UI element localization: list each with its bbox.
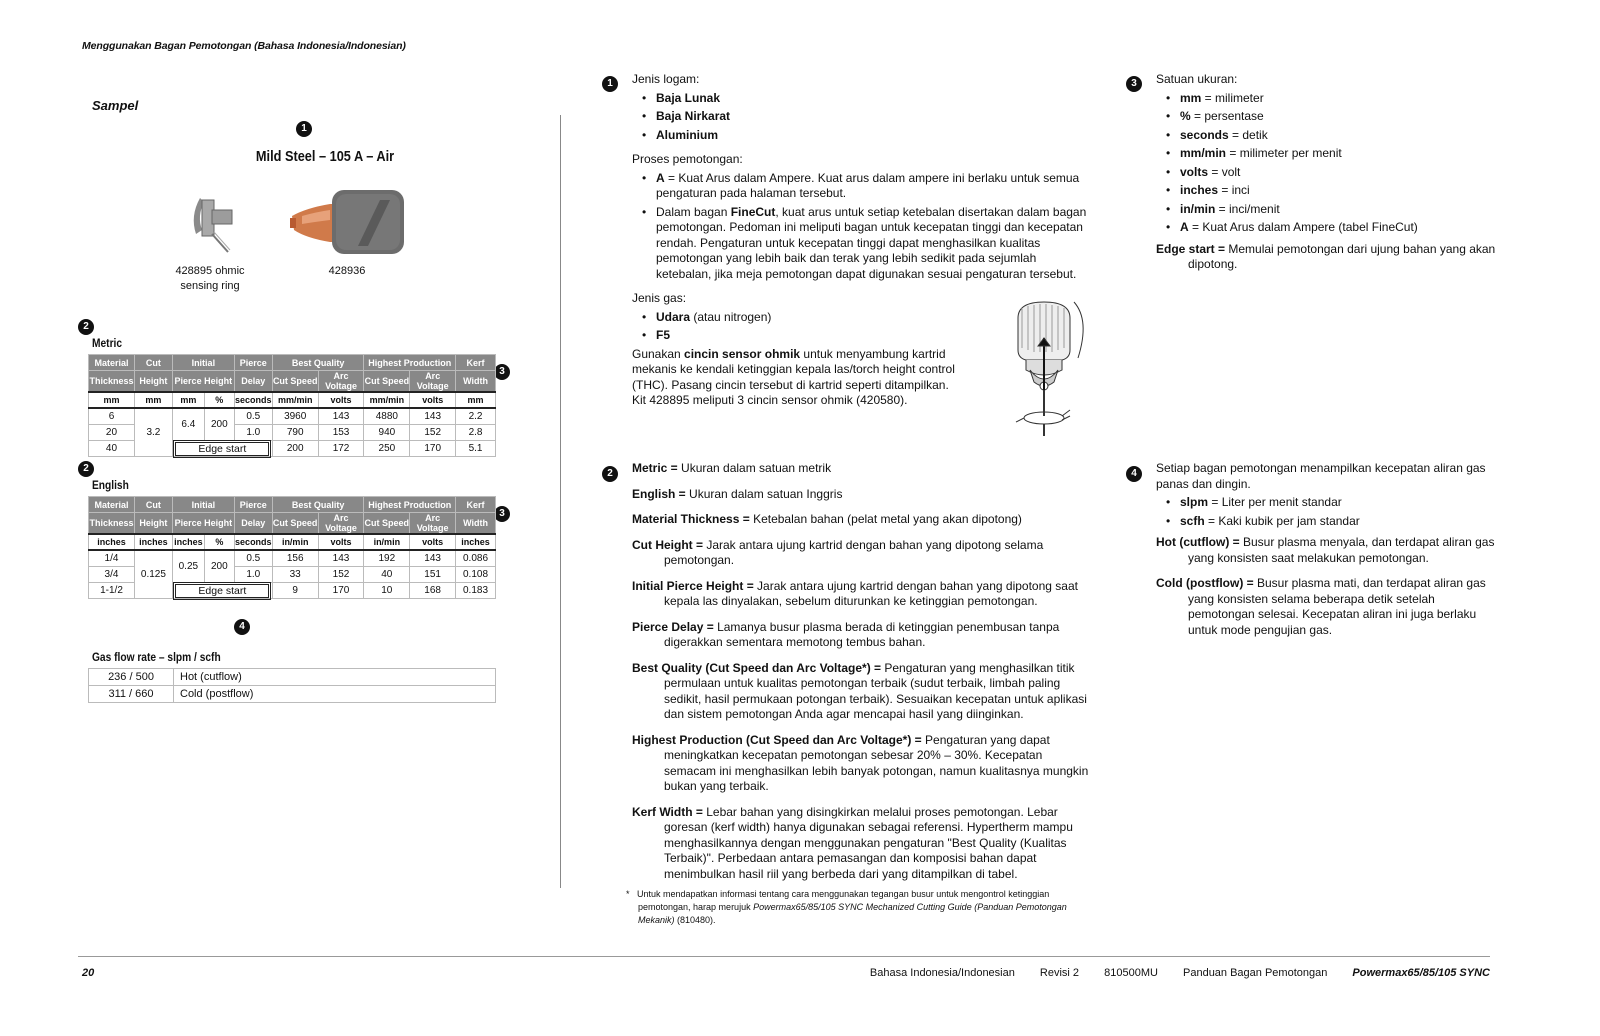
footer-product: Powermax65/85/105 SYNC [1352, 967, 1490, 979]
callout-4-text: 4 [1126, 465, 1142, 482]
callout-1-text: 1 [602, 75, 618, 92]
running-head: Menggunakan Bagan Pemotongan (Bahasa Indonesia/Indonesian) [82, 40, 406, 52]
definition-item: Best Quality (Cut Speed dan Arc Voltage*) = Pengaturan yang menghasilkan titik permulaan untuk kualitas pemotongan terbaik (sudut terbaik, limbah paling sedikit, hasil permukaan potongan terbaik). Sesuaikan kecepatan untuk aplikasi dan sistem pemotongan Anda agar mencapai hasil yang diinginkan. [632, 660, 1087, 721]
hdr-material: Material [89, 355, 135, 371]
ring-instructions: Gunakan cincin sensor ohmik untuk menyambung kartrid mekanis ke kendali ketinggian kepala las/torch height control (THC). Pasang cincin tersebut di kartrid seperti ditampilkan. Kit 428895 meliputi 3 cincin sensor ohmik (420580). [632, 346, 955, 407]
hdr-cut-speed-bq: Cut Speed [272, 371, 318, 393]
hdr-cut-speed-hp: Cut Speed [364, 371, 410, 393]
cartridge-caption: 428936 [328, 265, 366, 277]
metric-title: Metric [92, 336, 123, 350]
callout-3-text: 3 [1126, 75, 1142, 92]
definition-item: Cut Height = Jarak antara ujung kartrid dengan bahan yang dipotong selama pemotongan. [632, 537, 1044, 567]
hdr-delay: Delay [234, 371, 272, 393]
hdr-material: Material [89, 497, 135, 513]
hdr-height: Height [134, 371, 172, 393]
table-row: 6 3.2 6.4 200 0.5 3960 143 4880 143 2.2 [89, 408, 496, 425]
hot-definition: Hot (cutflow) = Busur plasma menyala, dan terdapat aliran gas yang konsisten saat melakukan pemotongan. [1156, 535, 1495, 565]
hdr-thickness: Thickness [89, 513, 135, 535]
footer-doc-title: Panduan Bagan Pemotongan [1183, 967, 1328, 979]
hdr-kerf: Kerf [456, 497, 496, 513]
table-row: 1/4 0.125 0.25 200 0.5 156 143 192 143 0.086 [89, 550, 496, 567]
chart-title: Mild Steel – 105 A – Air [255, 148, 395, 165]
gas-list: • Udara (atau nitrogen) • F5 [632, 310, 1094, 344]
hdr-width: Width [456, 371, 496, 393]
hdr-pierce-height: Pierce Height [172, 513, 234, 535]
table-row: 236 / 500 Hot (cutflow) [89, 669, 496, 686]
definition-item: Pierce Delay = Lamanya busur plasma berada di ketinggian penembusan tanpa digerakkan sementara memotong tembus bahan. [632, 619, 1060, 649]
hdr-width: Width [456, 513, 496, 535]
hdr-best-quality: Best Quality [272, 497, 364, 513]
definition-item: Highest Production (Cut Speed dan Arc Voltage*) = Pengaturan yang dapat meningkatkan kecepatan pemotongan sebesar 20% – 30%. Kecepatan semacam ini menghasilkan lebih banyak potongan, namun kualitasnya mungkin bukan yang terbaik. [632, 732, 1089, 793]
callout-2-metric: 2 [78, 318, 94, 335]
page-number: 20 [82, 967, 95, 979]
hdr-height: Height [134, 513, 172, 535]
definition-item: Initial Pierce Height = Jarak antara ujung kartrid dengan bahan yang dipotong saat kepala las dinyalakan, sebelum diturunkan ke ketinggian pemotongan. [632, 578, 1078, 608]
english-title: English [92, 478, 129, 492]
table-row: 311 / 660 Cold (postflow) [89, 686, 496, 703]
ring-caption: 428895 ohmic sensing ring [175, 265, 245, 292]
footer-doc-number: 810500MU [1104, 967, 1158, 979]
units-label: Satuan ukuran: [1156, 72, 1238, 86]
hdr-initial: Initial [172, 355, 234, 371]
ohmic-ring-image [182, 186, 244, 256]
gas-units-list: • slpm = Liter per menit standar • scfh = Kaki kubik per jam standar [1156, 495, 1496, 529]
hdr-arc-voltage-bq: Arc Voltage [318, 371, 364, 393]
edge-start-box: Edge start [175, 442, 269, 456]
hdr-highest-production: Highest Production [364, 497, 456, 513]
hdr-pierce: Pierce [234, 355, 272, 371]
hdr-delay: Delay [234, 513, 272, 535]
callout-2-text: 2 [602, 465, 618, 482]
callout-1: 1 [296, 120, 312, 137]
table-row: 40 Edge start 200 172 250 170 5.1 [89, 441, 496, 457]
table-row: 3/4 1.0 33 152 40 151 0.108 [89, 567, 496, 583]
hdr-arc-voltage-hp: Arc Voltage [410, 513, 456, 535]
footer-info [848, 967, 1490, 979]
section-2-definitions [632, 461, 1094, 892]
hdr-arc-voltage-bq: Arc Voltage [318, 513, 364, 535]
definition-item: Metric = Ukuran dalam satuan metrik [632, 461, 832, 475]
process-label: Proses pemotongan: [632, 152, 743, 166]
torch-ring-illustration [1004, 298, 1100, 440]
table-row: 20 1.0 790 153 940 152 2.8 [89, 425, 496, 441]
callout-4: 4 [234, 618, 250, 635]
hdr-best-quality: Best Quality [272, 355, 364, 371]
footnote: * Untuk mendapatkan informasi tentang cara menggunakan tegangan busur untuk mengontrol ketinggian pemotongan, harap merujuk Powermax65/85/105 SYNC Mechanized Cutting Guide (Panduan Pemotongan Mekanik) (810480). [626, 889, 1067, 925]
footer-rule [78, 956, 1490, 957]
edge-start-box: Edge start [175, 584, 269, 598]
section-3-units [1156, 72, 1506, 283]
edge-start-definition: Edge start = Memulai pemotongan dari ujung bahan yang akan dipotong. [1156, 241, 1496, 271]
footer-revision: Revisi 2 [1039, 967, 1080, 979]
footer-language: Bahasa Indonesia/Indonesian [869, 967, 1015, 979]
hdr-kerf: Kerf [456, 355, 496, 371]
hdr-cut-speed-hp: Cut Speed [364, 513, 410, 535]
metric-cut-table [88, 354, 496, 457]
hdr-thickness: Thickness [89, 371, 135, 393]
table-row: 1-1/2 Edge start 9 170 10 168 0.183 [89, 583, 496, 599]
hdr-pierce: Pierce [234, 497, 272, 513]
gas-flow-table [88, 668, 496, 703]
cartridge-image [288, 186, 413, 258]
units-row: mm mm mm % seconds mm/min volts mm/min volts mm [89, 392, 496, 408]
definition-item: Kerf Width = Lebar bahan yang disingkirkan melalui proses pemotongan. Lebar goresan (kerf width) hanya digunakan sebagai referensi. Hypertherm mampu menghasilkannya dengan menggunakan pengaturan "Best Quality (Kualitas Terbaik)". Perbedaan antara pemasangan dan komposisi bahan dapat menimbulkan hasil riil yang berbeda dari yang ditampilkan di tabel. [632, 804, 1073, 881]
english-cut-table [88, 496, 496, 599]
callout-3-metric: 3 [494, 363, 510, 380]
definition-item: English = Ukuran dalam satuan Inggris [632, 486, 843, 501]
definition-item: Material Thickness = Ketebalan bahan (pelat metal yang akan dipotong) [632, 512, 1022, 526]
metal-label: Jenis logam: [632, 72, 700, 86]
gas-label: Jenis gas: [632, 291, 687, 305]
hdr-pierce-height: Pierce Height [172, 371, 234, 393]
sample-label: Sampel [92, 98, 139, 113]
cold-definition: Cold (postflow) = Busur plasma mati, dan terdapat aliran gas yang konsisten selama beberapa detik setelah pemotongan selesai. Kecepatan aliran ini juga berlaku untuk mode pengujian gas. [1156, 576, 1486, 637]
hdr-cut-speed-bq: Cut Speed [272, 513, 318, 535]
hdr-cut: Cut [134, 355, 172, 371]
units-list: • mm = milimeter • % = persentase • seconds = detik • mm/min = milimeter per menit • volts = volt • inches = inci • in/min = inci/menit • A = Kuat Arus dalam Ampere (tabel FineCut) [1156, 91, 1506, 236]
hdr-arc-voltage-hp: Arc Voltage [410, 371, 456, 393]
gas-flow-title: Gas flow rate – slpm / scfh [92, 650, 221, 664]
metal-list: • Baja Lunak • Baja Nirkarat • Aluminium [632, 91, 1094, 144]
process-list: • A = Kuat Arus dalam Ampere. Kuat arus dalam ampere ini berlaku untuk semua pengaturan pada halaman tersebut. • Dalam bagan FineCut, kuat arus untuk setiap ketebalan disertakan dalam bagan pemotongan. Pedoman ini meliputi bagan untuk kecepatan tinggi dan kecepatan rendah. Pengaturan untuk kecepatan tinggi dapat menghasilkan kualitas pemotongan yang lebih baik dan terak yang lebih sedikit pada sejumlah ketebalan, jika meja pemotongan dapat digunakan sesuai pengaturan tersebut. [632, 171, 1094, 283]
callout-2-english: 2 [78, 460, 94, 477]
column-divider [560, 115, 561, 888]
hdr-highest-production: Highest Production [364, 355, 456, 371]
units-row: inches inches inches % seconds in/min volts in/min volts inches [89, 534, 496, 550]
hdr-initial: Initial [172, 497, 234, 513]
section-4-gas [1156, 461, 1496, 648]
gas-intro: Setiap bagan pemotongan menampilkan kecepatan aliran gas panas dan dingin. [1156, 461, 1486, 491]
hdr-cut: Cut [134, 497, 172, 513]
callout-3-english: 3 [494, 505, 510, 522]
